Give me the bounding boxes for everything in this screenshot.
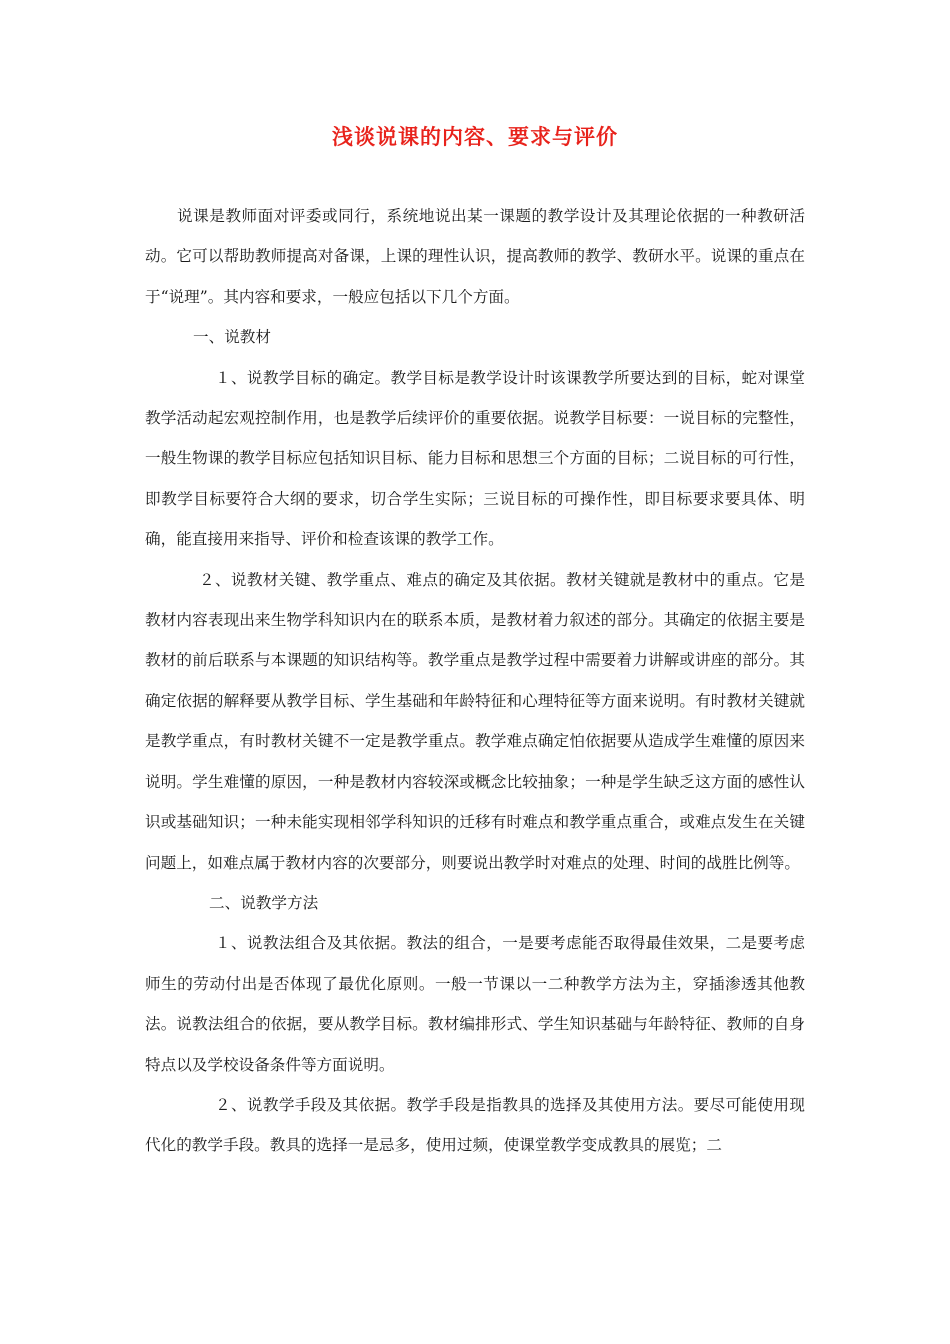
intro-paragraph: 说课是教师面对评委或同行，系统地说出某一课题的教学设计及其理论依据的一种教研活动。它可以帮助教师提高对备课，上课的理性认识，提高教师的教学、教研水平。说课的重点在于“说理”。其内容和要求，一般应包括以下几个方面。 — [145, 207, 805, 306]
section-heading-teaching-methods: 二、说教学方法 — [209, 893, 319, 912]
document-title: 浅谈说课的内容、要求与评价 — [332, 124, 618, 149]
paragraph-teaching-means: ２、说教学手段及其依据。教学手段是指教具的选择及其使用方法。要尽可能使用现代化的教学手段。教具的选择一是忌多，使用过频，使课堂教学变成教具的展览；二 — [145, 1095, 805, 1155]
paragraph-teaching-objectives: １、说教学目标的确定。教学目标是教学设计时该课教学所要达到的目标，蛇对课堂教学活动起宏观控制作用，也是教学后续评价的重要依据。说教学目标要：一说目标的完整性，一般生物课的教学目标应包括知识目标、能力目标和思想三个方面的目标；二说目标的可行性，即教学目标要符合大纲的要求，切合学生实际；三说目标的可操作性，即目标要求要具体、明确，能直接用来指导、评价和检查该课的教学工作。 — [145, 368, 805, 549]
document-body — [145, 196, 805, 1166]
paragraph-method-combination: １、说教法组合及其依据。教法的组合，一是要考虑能否取得最佳效果，二是要考虑师生的劳动付出是否体现了最优化原则。一般一节课以一二种教学方法为主，穿插渗透其他教法。说教法组合的依据，要从教学目标。教材编排形式、学生知识基础与年龄特征、教师的自身特点以及学校设备条件等方面说明。 — [145, 934, 805, 1074]
section-heading-teaching-material: 一、说教材 — [193, 328, 271, 347]
paragraph-key-points-difficulties: ２、说教材关键、教学重点、难点的确定及其依据。教材关键就是教材中的重点。它是教材内容表现出来生物学科知识内在的联系本质，是教材着力叙述的部分。其确定的依据主要是教材的前后联系与本课题的知识结构等。教学重点是教学过程中需要着力讲解或讲座的部分。其确定依据的解释要从教学目标、学生基础和年龄特征和心理特征等方面来说明。有时教材关键就是教学重点，有时教材关键不一定是教学重点。教学难点确定怕依据要从造成学生难懂的原因来说明。学生难懂的原因，一种是教材内容较深或概念比较抽象；一种是学生缺乏这方面的感性认识或基础知识；一种未能实现相邻学科知识的迁移有时难点和教学重点重合，或难点发生在关键问题上，如难点属于教材内容的次要部分，则要说出教学时对难点的处理、时间的战胜比例等。 — [145, 570, 805, 872]
